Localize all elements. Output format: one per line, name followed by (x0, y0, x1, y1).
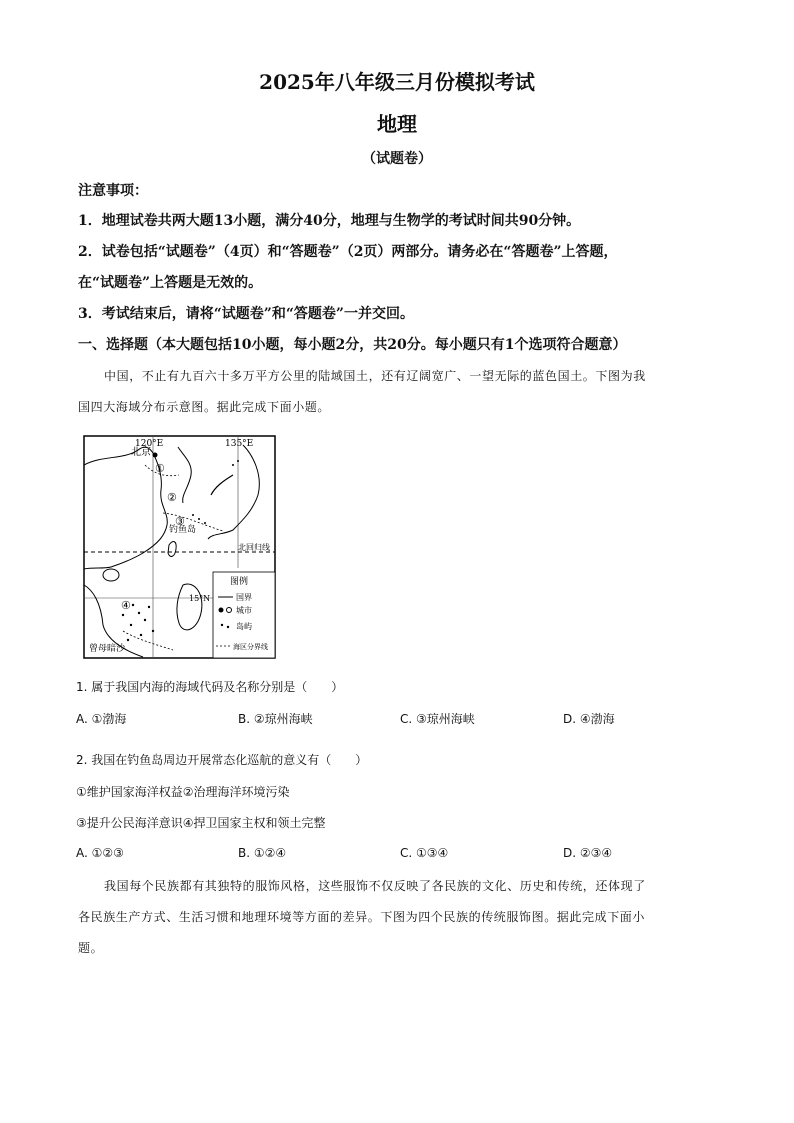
passage-2-line-2: 各民族生产方式、生活习惯和地理环境等方面的差异。下图为四个民族的传统服饰图。据此完成下面小 (78, 910, 646, 924)
notice-item-2-line-2: 在“试题卷”上答题是无效的。 (78, 275, 263, 291)
q1-option-d: D. ④渤海 (563, 712, 615, 726)
notice-item-3: 3．考试结束后，请将“试题卷”和“答题卷”一并交回。 (78, 306, 414, 322)
notice-item-2-line-1: 2．试卷包括“试题卷”（4页）和“答题卷”（2页）两部分。请务必在“答题卷”上答题， (78, 244, 618, 260)
notice-item-1: 1．地理试卷共两大题13小题，满分40分，地理与生物学的考试时间共90分钟。 (78, 213, 581, 229)
question-1-stem: 1. 属于我国内海的海域代码及名称分别是（ ） (76, 680, 344, 694)
legend-border-label: 国界 (236, 593, 252, 602)
passage-2-line-1: 我国每个民族都有其独特的服饰风格，这些服饰不仅反映了各民族的文化、历史和传统，还体现了 (104, 879, 646, 893)
sea-2-label: ② (167, 491, 177, 504)
zengmu-label: 曾母暗沙 (89, 644, 126, 654)
sea-1-label: ① (155, 462, 165, 475)
lon-135-label: 135°E (225, 439, 254, 449)
legend-title: 图例 (230, 577, 249, 587)
china-seas-map (83, 435, 276, 659)
q2-option-c: C. ①③④ (400, 846, 449, 860)
sea-map-svg (83, 435, 276, 659)
subject-title: 地理 (377, 112, 417, 136)
q2-option-d: D. ②③④ (563, 846, 613, 860)
lon-120-label: 120°E (135, 439, 164, 449)
lat-15-label: 15°N (189, 594, 211, 603)
exam-title: 2025年八年级三月份模拟考试 (259, 70, 535, 94)
tropic-label: 北回归线 (238, 543, 270, 552)
sea-4-label: ④ (121, 599, 131, 612)
legend-city-label: 城市 (236, 606, 252, 615)
q1-option-a: A. ①渤海 (76, 712, 127, 726)
intro-paragraph-line-1: 中国，不止有九百六十多万平方公里的陆域国土，还有辽阔宽广、一望无际的蓝色国土。下图为我 (104, 369, 646, 383)
diaoyu-label: 钓鱼岛 (169, 525, 197, 535)
paper-type-label: （试题卷） (362, 151, 432, 167)
q2-option-b: B. ①②④ (238, 846, 287, 860)
sea-3-label: ③ (175, 515, 185, 528)
legend-island-symbol (221, 624, 223, 626)
notice-heading: 注意事项： (78, 183, 148, 199)
beijing-label: 北京 (131, 447, 151, 458)
passage-2-line-3: 题。 (78, 941, 104, 955)
legend-city-symbol (219, 608, 224, 613)
q1-option-b: B. ②琼州海峡 (238, 712, 313, 726)
beijing-city-marker (153, 453, 158, 458)
q2-statements-line-2: ③提升公民海洋意识④捍卫国家主权和领土完整 (76, 816, 326, 830)
question-2-stem: 2. 我国在钓鱼岛周边开展常态化巡航的意义有（ ） (76, 753, 368, 767)
legend-island-label: 岛屿 (236, 622, 252, 631)
intro-paragraph-line-2: 国四大海域分布示意图。据此完成下面小题。 (78, 400, 331, 414)
section-heading: 一、选择题（本大题包括10小题，每小题2分，共20分。每小题只有1个选项符合题意） (78, 337, 627, 353)
q1-option-c: C. ③琼州海峡 (400, 712, 475, 726)
legend-sea-line-label: 海区分界线 (233, 643, 268, 651)
q2-statements-line-1: ①维护国家海洋权益②治理海洋环境污染 (76, 785, 290, 799)
q2-option-a: A. ①②③ (76, 846, 124, 860)
